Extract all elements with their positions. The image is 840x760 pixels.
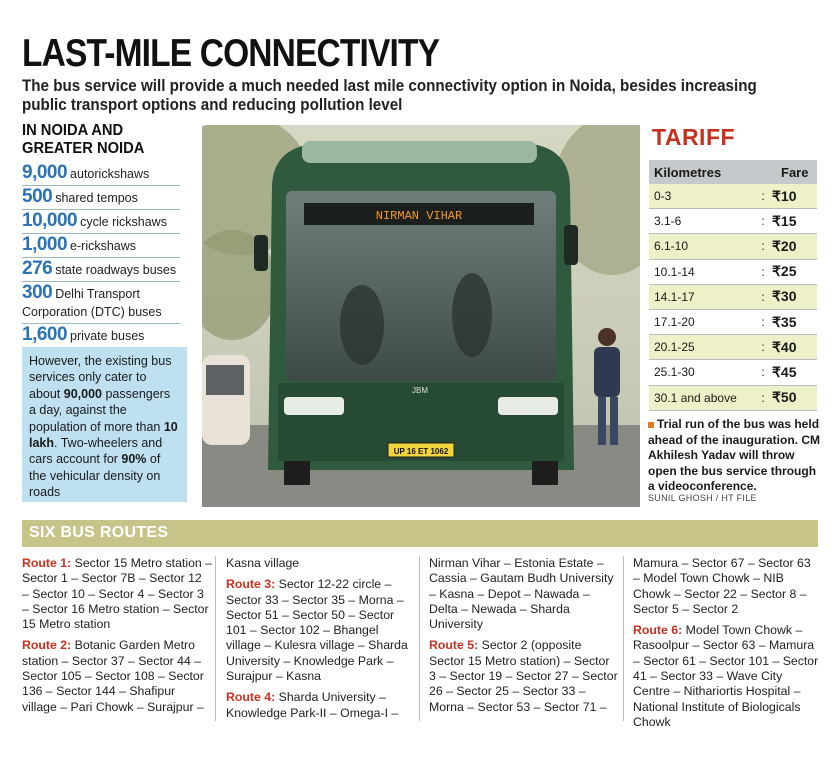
stat-number: 9,000 bbox=[22, 162, 68, 183]
stat-private-buses bbox=[22, 324, 180, 348]
stat-state-buses bbox=[22, 258, 180, 282]
stat-label: shared tempos bbox=[55, 191, 138, 205]
km-cell: 17.1-20 bbox=[649, 309, 759, 334]
route-label: Route 3: bbox=[226, 577, 276, 592]
km-cell: 3.1-6 bbox=[649, 209, 759, 234]
tariff-title: TARIFF bbox=[652, 124, 736, 150]
routes-column-4 bbox=[633, 556, 819, 736]
bus-brand: JBM bbox=[412, 386, 428, 395]
photo-caption bbox=[648, 417, 820, 495]
route-5-continued: Mamura – Sector 67 – Sector 63 – Model Town Chowk – NIB Chowk – Sector 22 – Sector 8 – Sector 5 – Sector 2 bbox=[633, 556, 811, 616]
fare-cell: ₹15 bbox=[767, 209, 817, 234]
separator: : bbox=[759, 184, 767, 209]
stat-number: 500 bbox=[22, 186, 53, 207]
route-stops: Model Town Chowk – Rasoolpur – Sector 63 – Mamura – Sector 61 – Sector 101 – Sector 41 – Sector 33 – Wave City Centre – Nithariortis Hospital – National Institute of Biologicals Chowk bbox=[633, 623, 819, 729]
table-row bbox=[649, 335, 817, 360]
note-bold: 90% bbox=[121, 452, 147, 467]
route-label: Route 2: bbox=[22, 638, 72, 653]
column-divider bbox=[215, 556, 216, 721]
note-text: passengers a day, against the population of more than bbox=[29, 386, 171, 434]
fare-cell: ₹35 bbox=[767, 309, 817, 334]
separator: : bbox=[759, 209, 767, 234]
number-plate: UP 16 ET 1062 bbox=[393, 447, 449, 456]
caption-text: Trial run of the bus was held ahead of the inauguration. CM Akhilesh Yadav will throw open the bus service through a videoconference. bbox=[648, 417, 821, 493]
routes-column-3 bbox=[429, 556, 619, 721]
routes-column-1 bbox=[22, 556, 212, 721]
stats-note bbox=[22, 347, 187, 502]
fare-cell: ₹10 bbox=[767, 184, 817, 209]
route-2 bbox=[22, 638, 212, 714]
separator: : bbox=[759, 360, 767, 385]
note-text: . Two-wheelers and cars account for bbox=[29, 436, 163, 467]
page-title: LAST-MILE CONNECTIVITY bbox=[22, 32, 440, 75]
separator: : bbox=[759, 385, 767, 410]
route-stops: Sector 12-22 circle – Sector 33 – Sector 35 – Morna – Sector 51 – Sector 50 – Sector 101 – Sector 102 – Bhangel village – Kulesra village – Sharda University – Knowledge Park – Surajpur – Kasna bbox=[226, 577, 408, 684]
bus-illustration bbox=[202, 125, 640, 507]
route-label: Route 6: bbox=[633, 623, 683, 638]
route-label: Route 4: bbox=[226, 690, 276, 705]
bullet-square-icon bbox=[648, 422, 654, 428]
separator: : bbox=[759, 335, 767, 360]
route-label: Route 5: bbox=[429, 638, 479, 653]
stat-number: 300 bbox=[22, 282, 53, 303]
separator: : bbox=[759, 309, 767, 334]
fare-cell: ₹25 bbox=[767, 259, 817, 284]
table-row bbox=[649, 209, 817, 234]
fare-cell: ₹40 bbox=[767, 335, 817, 360]
stat-label: private buses bbox=[70, 329, 145, 343]
table-row bbox=[649, 360, 817, 385]
separator: : bbox=[759, 284, 767, 309]
stats-heading: IN NOIDA AND GREATER NOIDA bbox=[22, 122, 145, 157]
fare-cell: ₹50 bbox=[767, 385, 817, 410]
stats-list bbox=[22, 162, 180, 348]
note-text: However, the existing bus services only cater to about bbox=[29, 354, 172, 401]
note-bold: 90,000 bbox=[63, 386, 102, 401]
stat-label: e-rickshaws bbox=[70, 239, 137, 253]
stat-dtc-buses bbox=[22, 282, 180, 324]
stat-label: cycle rickshaws bbox=[80, 215, 167, 229]
table-row bbox=[649, 259, 817, 284]
stat-number: 10,000 bbox=[22, 210, 78, 231]
routes-column-2 bbox=[226, 556, 416, 727]
km-cell: 10.1-14 bbox=[649, 259, 759, 284]
route-5 bbox=[429, 638, 619, 714]
routes-title: SIX BUS ROUTES bbox=[29, 524, 169, 541]
km-cell: 30.1 and above bbox=[649, 385, 759, 410]
stat-e-rickshaws bbox=[22, 234, 180, 258]
stat-label: autorickshaws bbox=[70, 167, 150, 181]
km-cell: 25.1-30 bbox=[649, 360, 759, 385]
stat-number: 1,600 bbox=[22, 324, 68, 345]
fare-cell: ₹20 bbox=[767, 234, 817, 259]
table-row bbox=[649, 234, 817, 259]
table-row bbox=[649, 385, 817, 410]
header-fare: Fare bbox=[759, 160, 817, 184]
table-row bbox=[649, 284, 817, 309]
route-stops: Botanic Garden Metro station – Sector 37 – Sector 44 – Sector 105 – Sector 108 – Sector 136 – Sector 144 – Shafipur village – Pari Chowk – Surajpur – bbox=[22, 638, 204, 714]
route-6 bbox=[633, 623, 819, 730]
stat-shared-tempos bbox=[22, 186, 180, 210]
stat-number: 276 bbox=[22, 258, 53, 279]
route-4 bbox=[226, 690, 416, 721]
column-divider bbox=[419, 556, 420, 721]
separator: : bbox=[759, 259, 767, 284]
destination-board: NIRMAN VIHAR bbox=[375, 209, 463, 223]
tariff-table bbox=[649, 160, 817, 411]
route-4-continued: Nirman Vihar – Estonia Estate – Cassia – Gautam Budh University – Kasna – Depot – Nawada – Delta – Newada – Sharda University bbox=[429, 556, 614, 632]
km-cell: 0-3 bbox=[649, 184, 759, 209]
km-cell: 20.1-25 bbox=[649, 335, 759, 360]
fare-cell: ₹45 bbox=[767, 360, 817, 385]
photo-credit: SUNIL GHOSH / HT FILE bbox=[648, 493, 757, 503]
stat-label: state roadways buses bbox=[55, 263, 177, 277]
note-text: of the vehicular density on roads bbox=[29, 452, 161, 500]
fare-cell: ₹30 bbox=[767, 284, 817, 309]
separator: : bbox=[759, 234, 767, 259]
tariff-header-row bbox=[649, 160, 817, 184]
km-cell: 14.1-17 bbox=[649, 284, 759, 309]
route-1 bbox=[22, 556, 212, 632]
route-label: Route 1: bbox=[22, 556, 72, 570]
route-stops: Sharda University – Knowledge Park-II – Omega-I – bbox=[226, 690, 399, 720]
table-row bbox=[649, 309, 817, 334]
route-2-continued: Kasna village bbox=[226, 556, 300, 570]
subtitle: The bus service will provide a much needed last mile connectivity option in Noida, besides increasing public transport options and reducing pollution level bbox=[22, 77, 757, 114]
header-kilometres: Kilometres bbox=[649, 160, 759, 184]
bus-photo bbox=[202, 125, 640, 507]
stat-label: Delhi Transport Corporation (DTC) buses bbox=[22, 287, 162, 319]
stat-autorickshaws bbox=[22, 162, 180, 186]
km-cell: 6.1-10 bbox=[649, 234, 759, 259]
column-divider bbox=[623, 556, 624, 721]
note-bold: 10 lakh bbox=[29, 419, 178, 451]
stat-number: 1,000 bbox=[22, 234, 68, 255]
route-stops: Sector 15 Metro station – Sector 1 – Sector 7B – Sector 12 – Sector 10 – Sector 4 – Sector 3 – Sector 16 Metro station – Sector 15 Metro station bbox=[22, 556, 213, 632]
stat-cycle-rickshaws bbox=[22, 210, 180, 234]
route-3 bbox=[226, 577, 416, 684]
table-row bbox=[649, 184, 817, 209]
route-stops: Sector 2 (opposite Sector 15 Metro station) – Sector 3 – Sector 19 – Sector 27 – Sector 26 – Sector 25 – Sector 33 – Morna – Sector 53 – Sector 71 – bbox=[429, 638, 618, 714]
